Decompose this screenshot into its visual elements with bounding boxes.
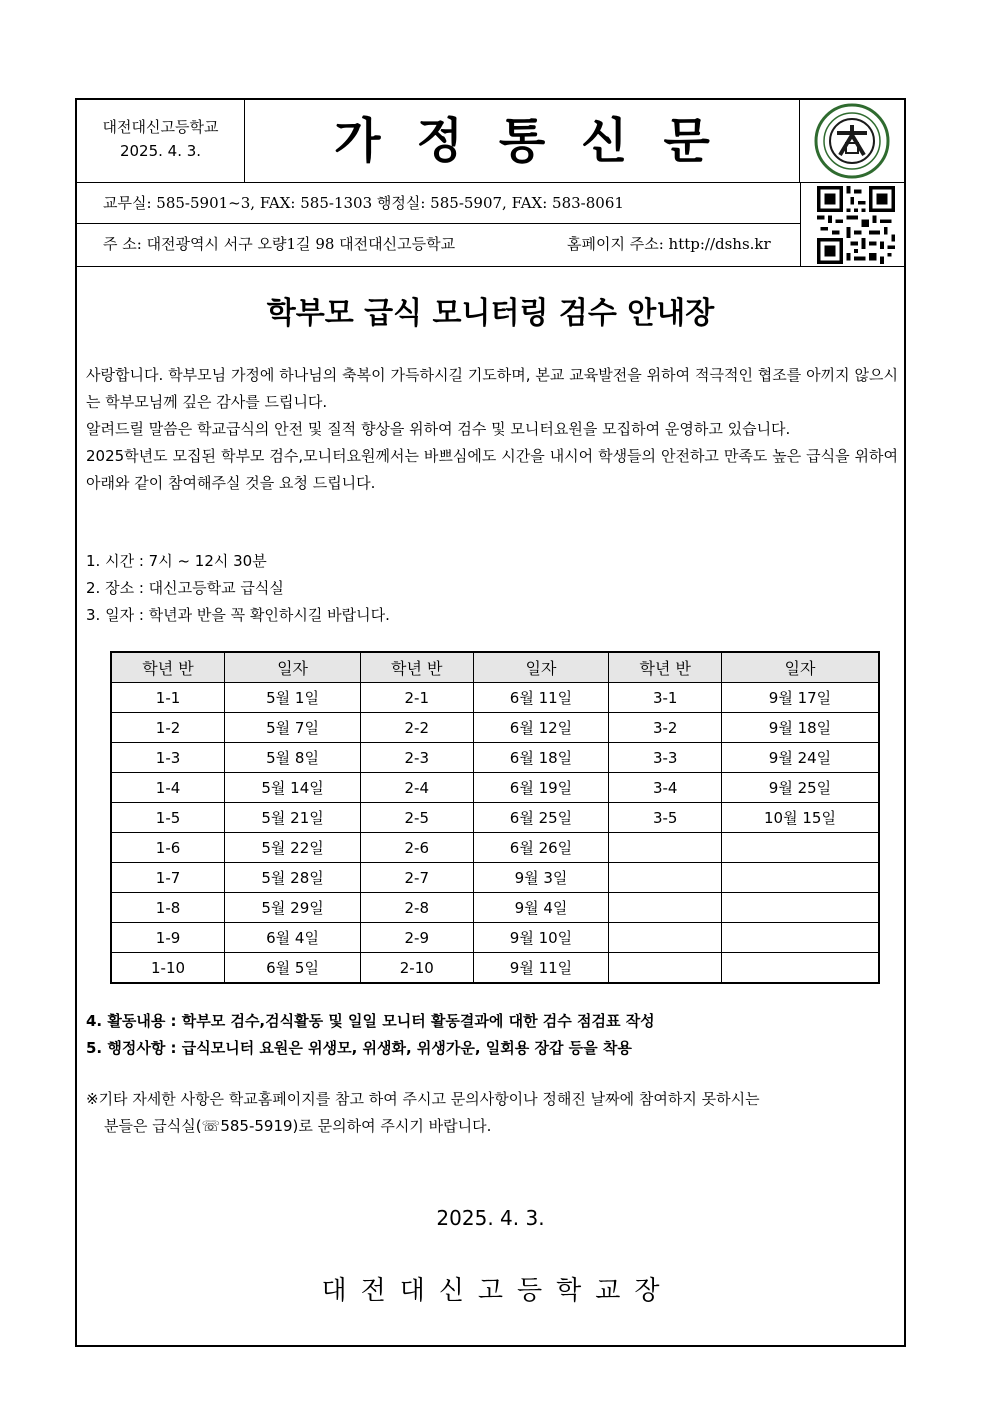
col-header-date: 일자 [225, 652, 361, 683]
date-cell: 9월 17일 [721, 683, 879, 713]
date-cell: 5월 21일 [225, 803, 361, 833]
principal-signature: 대전대신고등학교장 [321, 1276, 674, 1306]
class-cell [609, 893, 722, 923]
table-row [111, 923, 879, 953]
date-cell: 6월 18일 [473, 743, 609, 773]
date-cell: 5월 8일 [225, 743, 361, 773]
info-list [86, 548, 390, 629]
col-header-date: 일자 [473, 652, 609, 683]
date-cell: 5월 22일 [225, 833, 361, 863]
date-cell: 9월 3일 [473, 863, 609, 893]
intro-paragraph: 2025학년도 모집된 학부모 검수,모니터요원께서는 바쁘심에도 시간을 내시어 학생들의 안전하고 만족도 높은 급식을 위하여 아래와 같이 참여해주실 것을 요청 드립니다. [86, 447, 898, 492]
table-row [111, 773, 879, 803]
class-cell: 3-5 [609, 803, 722, 833]
header [77, 100, 904, 183]
date-cell: 6월 12일 [473, 713, 609, 743]
date-cell: 9월 4일 [473, 893, 609, 923]
document-frame [75, 98, 906, 1347]
class-cell [609, 923, 722, 953]
class-cell: 3-3 [609, 743, 722, 773]
class-cell: 1-2 [111, 713, 225, 743]
newsletter-title: 가정통신문 [245, 100, 800, 182]
date-cell [721, 953, 879, 984]
date-cell [721, 923, 879, 953]
class-cell: 2-2 [361, 713, 474, 743]
table-row [111, 833, 879, 863]
date-cell: 5월 7일 [225, 713, 361, 743]
class-cell: 2-4 [361, 773, 474, 803]
class-cell: 2-5 [361, 803, 474, 833]
school-name: 대전대신고등학교 [102, 118, 219, 136]
table-row [111, 803, 879, 833]
info-item-time: 1. 시간 : 7시 ~ 12시 30분 [86, 552, 267, 570]
info-item-activity: 4. 활동내용 : 학부모 검수,검식활동 및 일일 모니터 활동결과에 대한 검수 점검표 작성 [86, 1012, 655, 1030]
class-cell [609, 953, 722, 984]
date-cell: 5월 14일 [225, 773, 361, 803]
class-cell: 1-6 [111, 833, 225, 863]
class-cell: 1-10 [111, 953, 225, 984]
class-cell: 1-7 [111, 863, 225, 893]
class-cell: 1-1 [111, 683, 225, 713]
class-cell [609, 833, 722, 863]
note [86, 1086, 898, 1140]
class-cell: 2-8 [361, 893, 474, 923]
date-cell: 10월 15일 [721, 803, 879, 833]
class-cell: 2-3 [361, 743, 474, 773]
col-header-date: 일자 [721, 652, 879, 683]
address: 주 소: 대전광역시 서구 오량1길 98 대전대신고등학교 [103, 235, 456, 253]
date-cell: 9월 10일 [473, 923, 609, 953]
class-cell: 1-8 [111, 893, 225, 923]
table-row [111, 713, 879, 743]
class-cell: 3-1 [609, 683, 722, 713]
class-cell: 3-2 [609, 713, 722, 743]
date-cell: 5월 1일 [225, 683, 361, 713]
header-divider [77, 266, 904, 267]
col-header-class: 학년 반 [111, 652, 225, 683]
info-item-place: 2. 장소 : 대신고등학교 급식실 [86, 579, 284, 597]
date-cell [721, 893, 879, 923]
intro-text [86, 362, 898, 497]
homepage-link[interactable]: 홈페이지 주소: http://dshs.kr [567, 235, 771, 253]
date-cell [721, 833, 879, 863]
class-cell: 2-6 [361, 833, 474, 863]
date-cell: 9월 18일 [721, 713, 879, 743]
note-line: 분들은 급식실(☏585-5919)로 문의하여 주시기 바랍니다. [104, 1117, 492, 1135]
col-header-class: 학년 반 [361, 652, 474, 683]
table-header-row [111, 652, 879, 683]
footer-date: 2025. 4. 3. [436, 1206, 545, 1230]
date-cell: 6월 4일 [225, 923, 361, 953]
date-cell: 6월 11일 [473, 683, 609, 713]
school-emblem-icon [807, 103, 897, 179]
table-row [111, 893, 879, 923]
class-cell: 2-7 [361, 863, 474, 893]
date-cell: 5월 29일 [225, 893, 361, 923]
document-title: 학부모 급식 모니터링 검수 안내장 [266, 296, 715, 331]
class-cell: 1-5 [111, 803, 225, 833]
table-row [111, 863, 879, 893]
intro-paragraph: 알려드릴 말씀은 학교급식의 안전 및 질적 향상을 위하여 검수 및 모니터요원을 모집하여 운영하고 있습니다. [86, 420, 791, 438]
info-item-admin: 5. 행정사항 : 급식모니터 요원은 위생모, 위생화, 위생가운, 일회용 장갑 등을 착용 [86, 1039, 632, 1057]
class-cell: 2-10 [361, 953, 474, 984]
date-cell: 6월 26일 [473, 833, 609, 863]
date-cell: 5월 28일 [225, 863, 361, 893]
class-cell: 1-4 [111, 773, 225, 803]
phone-fax-info: 교무실: 585-5901~3, FAX: 585-1303 행정실: 585-5907, FAX: 583-8061 [103, 194, 624, 212]
activity-list [86, 1008, 655, 1062]
date-cell: 6월 19일 [473, 773, 609, 803]
class-cell [609, 863, 722, 893]
note-line: ※기타 자세한 사항은 학교홈페이지를 참고 하여 주시고 문의사항이나 정해진 날짜에 참여하지 못하시는 [86, 1090, 760, 1108]
info-item-date: 3. 일자 : 학년과 반을 꼭 확인하시길 바랍니다. [86, 606, 390, 624]
table-row [111, 683, 879, 713]
date-cell: 9월 11일 [473, 953, 609, 984]
issue-date: 2025. 4. 3. [119, 142, 202, 160]
class-cell: 1-3 [111, 743, 225, 773]
qr-code-icon [817, 186, 895, 264]
date-cell: 6월 25일 [473, 803, 609, 833]
date-cell: 9월 25일 [721, 773, 879, 803]
class-cell: 2-1 [361, 683, 474, 713]
date-cell: 9월 24일 [721, 743, 879, 773]
class-cell: 3-4 [609, 773, 722, 803]
intro-paragraph: 사랑합니다. 학부모님 가정에 하나님의 축복이 가득하시길 기도하며, 본교 교육발전을 위하여 적극적인 협조를 아끼지 않으시는 학부모님께 깊은 감사를 드립니다. [86, 366, 898, 411]
table-row [111, 953, 879, 984]
contact-phone-row [77, 183, 801, 224]
table-row [111, 743, 879, 773]
schedule-table [110, 651, 880, 984]
class-cell: 1-9 [111, 923, 225, 953]
school-info [77, 100, 245, 182]
class-cell: 2-9 [361, 923, 474, 953]
contact-address-row [77, 224, 801, 266]
col-header-class: 학년 반 [609, 652, 722, 683]
date-cell: 6월 5일 [225, 953, 361, 984]
date-cell [721, 863, 879, 893]
